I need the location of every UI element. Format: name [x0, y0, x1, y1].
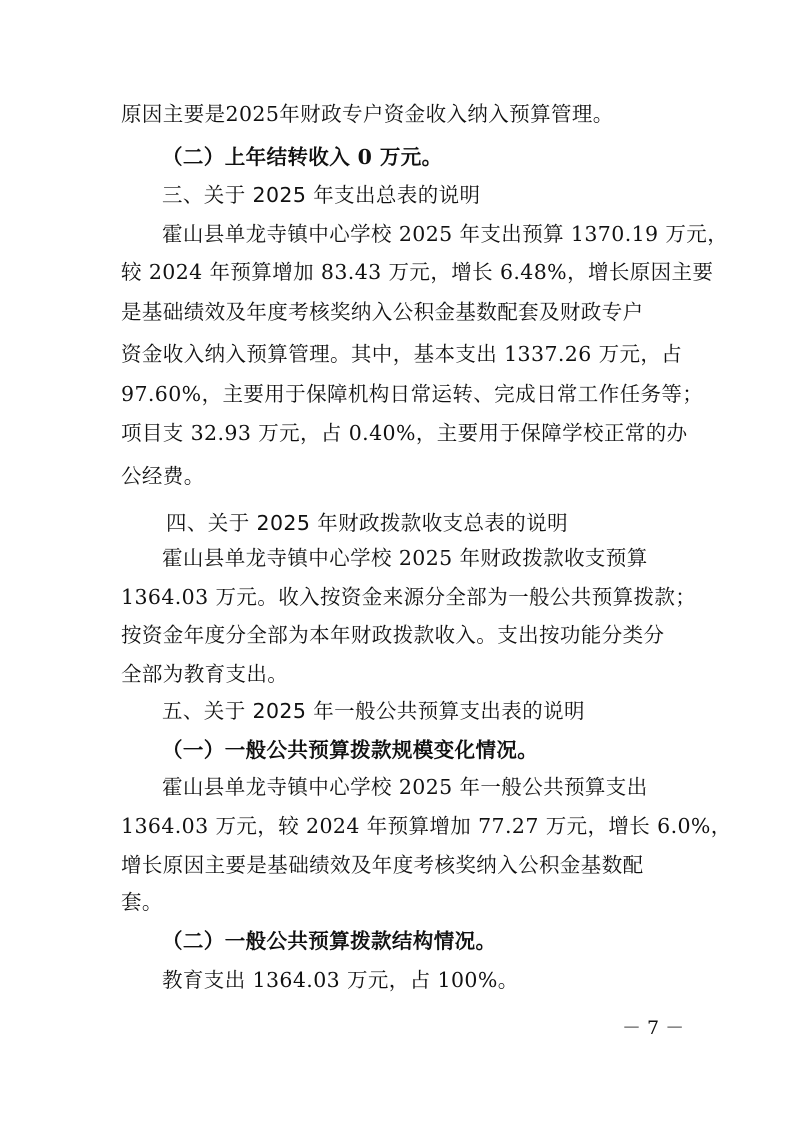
paragraph-line: 1364.03 万元，较 2024 年预算增加 77.27 万元，增长 6.0%， [121, 814, 732, 838]
paragraph-line: 资金收入纳入预算管理。其中，基本支出 1337.26 万元，占 [121, 342, 683, 366]
paragraph-line: 公经费。 [121, 464, 205, 488]
paragraph-line: 1364.03 万元。收入按资金来源分全部为一般公共预算拨款； [121, 585, 697, 609]
paragraph-line: 霍山县单龙寺镇中心学校 2025 年财政拨款收支预算 [162, 546, 648, 570]
paragraph-line: 较 2024 年预算增加 83.43 万元，增长 6.48%，增长原因主要 [121, 260, 714, 284]
section-heading: 四、关于 2025 年财政拨款收支总表的说明 [166, 511, 569, 535]
paragraph-line: 霍山县单龙寺镇中心学校 2025 年支出预算 1370.19 万元， [162, 222, 729, 246]
subheading: （二）一般公共预算拨款结构情况。 [162, 929, 497, 953]
section-heading: 五、关于 2025 年一般公共预算支出表的说明 [162, 699, 585, 723]
paragraph-line: 霍山县单龙寺镇中心学校 2025 年一般公共预算支出 [162, 775, 648, 799]
paragraph-line: 是基础绩效及年度考核奖纳入公积金基数配套及财政专户 [121, 300, 644, 324]
paragraph-line: 原因主要是2025年财政专户资金收入纳入预算管理。 [121, 102, 614, 126]
paragraph-line: 项目支 32.93 万元，占 0.40%，主要用于保障学校正常的办 [121, 421, 688, 445]
page-number: － 7 － [622, 1017, 685, 1039]
paragraph-line: 教育支出 1364.03 万元，占 100%。 [162, 968, 519, 992]
subheading: （二）上年结转收入 0 万元。 [162, 145, 443, 169]
paragraph-line: 全部为教育支出。 [121, 662, 289, 686]
section-heading: 三、关于 2025 年支出总表的说明 [162, 183, 481, 207]
paragraph-line: 增长原因主要是基础绩效及年度考核奖纳入公积金基数配 [121, 853, 644, 877]
subheading: （一）一般公共预算拨款规模变化情况。 [162, 738, 539, 762]
paragraph-line: 按资金年度分全部为本年财政拨款收入。支出按功能分类分 [121, 623, 665, 647]
paragraph-line: 套。 [121, 890, 163, 914]
paragraph-line: 97.60%，主要用于保障机构日常运转、完成日常工作任务等； [121, 382, 704, 406]
